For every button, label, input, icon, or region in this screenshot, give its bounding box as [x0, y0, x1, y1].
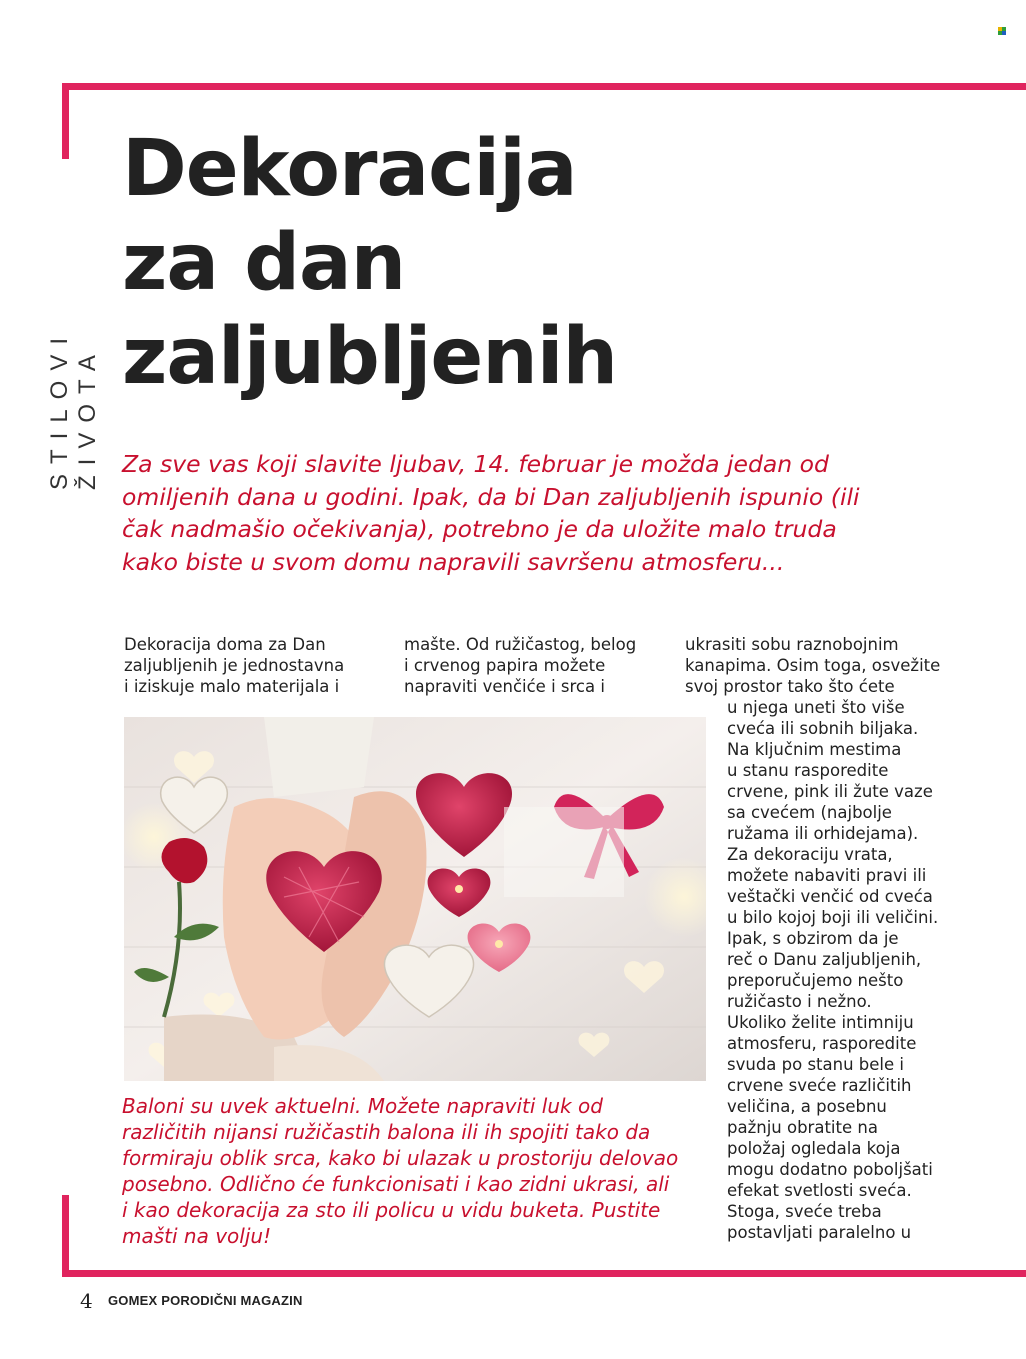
text-line: veštački venčić od cveća	[727, 887, 933, 906]
text-line: ukrasiti sobu raznobojnim	[685, 635, 899, 654]
body-column-3	[685, 634, 940, 697]
text-line: sa cvećem (najbolje	[727, 803, 892, 822]
body-column-2	[404, 634, 636, 697]
text-line: preporučujemo nešto	[727, 971, 904, 990]
body-column-3-continued	[727, 697, 938, 1243]
text-line: mašte. Od ružičastog, belog	[404, 635, 637, 654]
text-line: cveća ili sobnih biljaka.	[727, 719, 919, 738]
section-label: STILOVI ŽIVOTA	[46, 327, 101, 490]
text-line: svuda po stanu bele i	[727, 1055, 904, 1074]
text-line: svoj prostor tako što ćete	[685, 677, 895, 696]
article-title	[122, 122, 617, 404]
title-line: zaljubljenih	[122, 312, 618, 402]
text-line: u bilo kojoj boji ili veličini.	[727, 908, 939, 927]
magazine-name: GOMEX PORODIČNI MAGAZIN	[108, 1293, 303, 1308]
text-line: efekat svetlosti sveća.	[727, 1181, 912, 1200]
corner-logo-icon	[998, 27, 1006, 35]
text-line: položaj ogledala koja	[727, 1139, 901, 1158]
text-line: veličina, a posebnu	[727, 1097, 887, 1116]
text-line: crvene, pink ili žute vaze	[727, 782, 933, 801]
text-line: pažnju obratite na	[727, 1118, 878, 1137]
quote-line: Baloni su uvek aktuelni. Možete napraviti luk od	[122, 1094, 603, 1118]
text-line: Stoga, sveće treba	[727, 1202, 882, 1221]
quote-line: i kao dekoracija za sto ili policu u vidu buketa. Pustite	[122, 1198, 661, 1222]
page-number: 4	[80, 1289, 93, 1313]
title-line: Dekoracija	[122, 124, 577, 214]
title-line: za dan	[122, 218, 406, 308]
frame-bottom-bar	[62, 1270, 1026, 1277]
pull-quote	[122, 1093, 722, 1249]
text-line: u njega uneti što više	[727, 698, 905, 717]
text-line: postavljati paralelno u	[727, 1223, 912, 1242]
text-line: ružama ili orhidejama).	[727, 824, 919, 843]
text-line: ružičasto i nežno.	[727, 992, 872, 1011]
text-line: Na ključnim mestima	[727, 740, 902, 759]
quote-line: posebno. Odlično će funkcionisati i kao zidni ukrasi, ali	[122, 1172, 670, 1196]
text-line: napraviti venčiće i srca i	[404, 677, 605, 696]
text-line: reč o Danu zaljubljenih,	[727, 950, 922, 969]
text-line: Za dekoraciju vrata,	[727, 845, 893, 864]
quote-line: različitih nijansi ružičastih balona ili ih spojiti tako da	[122, 1120, 651, 1144]
body-column-1	[124, 634, 344, 697]
intro-paragraph: Za sve vas koji slavite ljubav, 14. februar je možda jedan od omiljenih dana u godini. Ipak, da bi Dan zaljubljenih ispunio (ili čak nadmašio očekivanja), potrebno je da uložite malo truda kako biste u svom domu napravili savršenu atmosferu...	[122, 450, 860, 576]
text-line: kanapima. Osim toga, osvežite	[685, 656, 941, 675]
text-line: atmosferu, rasporedite	[727, 1034, 917, 1053]
text-line: i crvenog papira možete	[404, 656, 606, 675]
frame-top-bar	[62, 83, 1026, 90]
text-line: Ipak, s obzirom da je	[727, 929, 899, 948]
text-line: i iziskuje malo materijala i	[124, 677, 340, 696]
quote-line: formiraju oblik srca, kako bi ulazak u prostoriju delovao	[122, 1146, 679, 1170]
text-line: Dekoracija doma za Dan	[124, 635, 326, 654]
text-line: zaljubljenih je jednostavna	[124, 656, 345, 675]
text-line: Ukoliko želite intimniju	[727, 1013, 914, 1032]
text-line: možete nabaviti pravi ili	[727, 866, 927, 885]
frame-left-bar-top	[62, 83, 69, 159]
quote-line: mašti na volju!	[122, 1224, 272, 1248]
valentine-photo	[124, 717, 706, 1081]
frame-left-bar-bottom	[62, 1195, 69, 1277]
text-line: u stanu rasporedite	[727, 761, 889, 780]
text-line: crvene sveće različitih	[727, 1076, 912, 1095]
text-line: mogu dodatno poboljšati	[727, 1160, 933, 1179]
